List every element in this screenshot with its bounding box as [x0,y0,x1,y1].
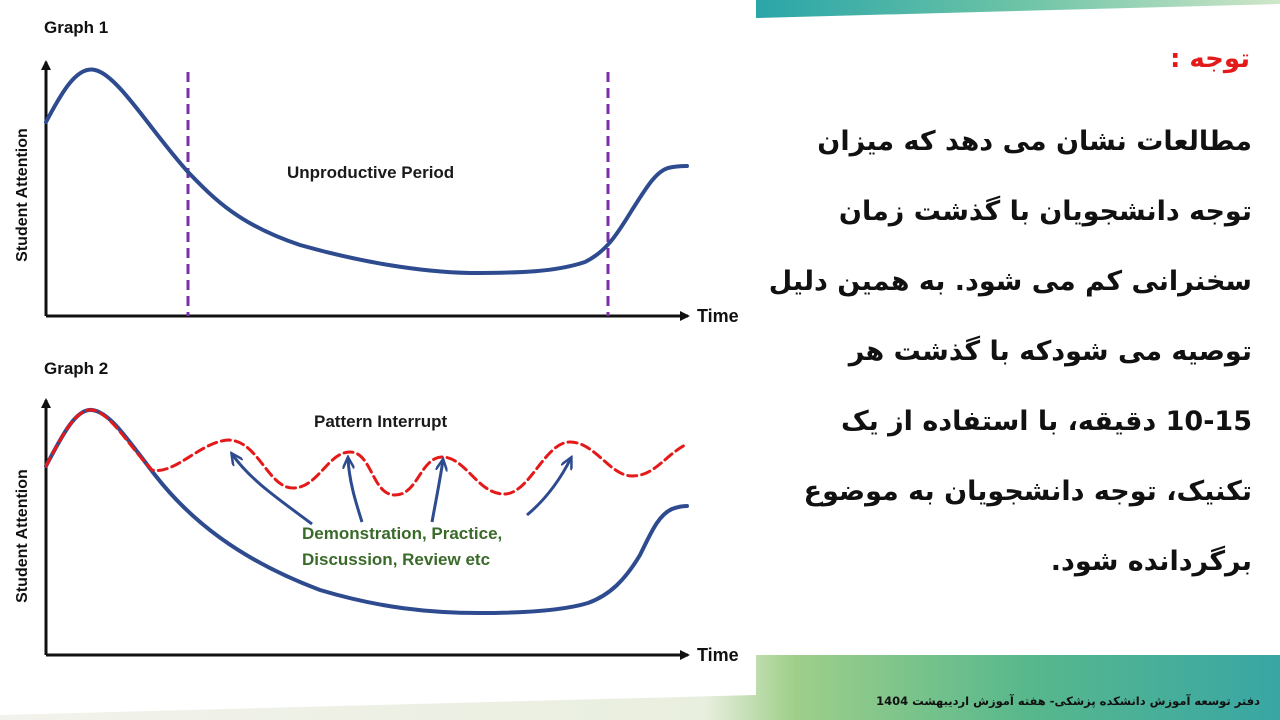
note-line: سخنرانی کم می شود. به همین دلیل [768,266,1252,297]
top-right-banner [756,0,1280,20]
graph2-title: Graph 2 [44,359,109,378]
graph1-annotation: Unproductive Period [287,163,455,182]
technique-arrow-1 [232,454,312,524]
note-line: برگردانده شود. [1050,546,1252,577]
note-line: توصیه می شودکه با گذشت هر [848,336,1252,367]
note-line: توجه دانشجویان با گذشت زمان [838,196,1252,227]
technique-arrow-2 [348,458,362,522]
note-line: 10-15 دقیقه، با استفاده از یک [840,406,1252,437]
technique-arrow-3 [432,460,443,522]
graph2-attention-curve [46,410,687,613]
footer-text: دفتر توسعه آموزش دانشکده پزشکی- هفته آموزش اردیبهشت 1404 [876,694,1260,708]
graph2-y-label: Student Attention [14,469,31,603]
note-line: تکنیک، توجه دانشجویان به موضوع [803,476,1252,507]
graph2-annotation: Pattern Interrupt [314,412,448,431]
graph2-x-label: Time [697,645,739,665]
note-title: توجه : [1169,44,1250,74]
graph1-axes [46,62,688,316]
note-body [768,112,1252,602]
graph2-techniques-line1: Demonstration, Practice, [302,524,503,543]
graph1-title: Graph 1 [44,18,109,37]
technique-arrow-4 [527,458,571,515]
note-line: مطالعات نشان می دهد که میزان [817,126,1252,157]
graph1-y-label: Student Attention [14,128,31,262]
graph1-x-label: Time [697,306,739,326]
graph2-techniques-line2: Discussion, Review etc [302,550,491,569]
